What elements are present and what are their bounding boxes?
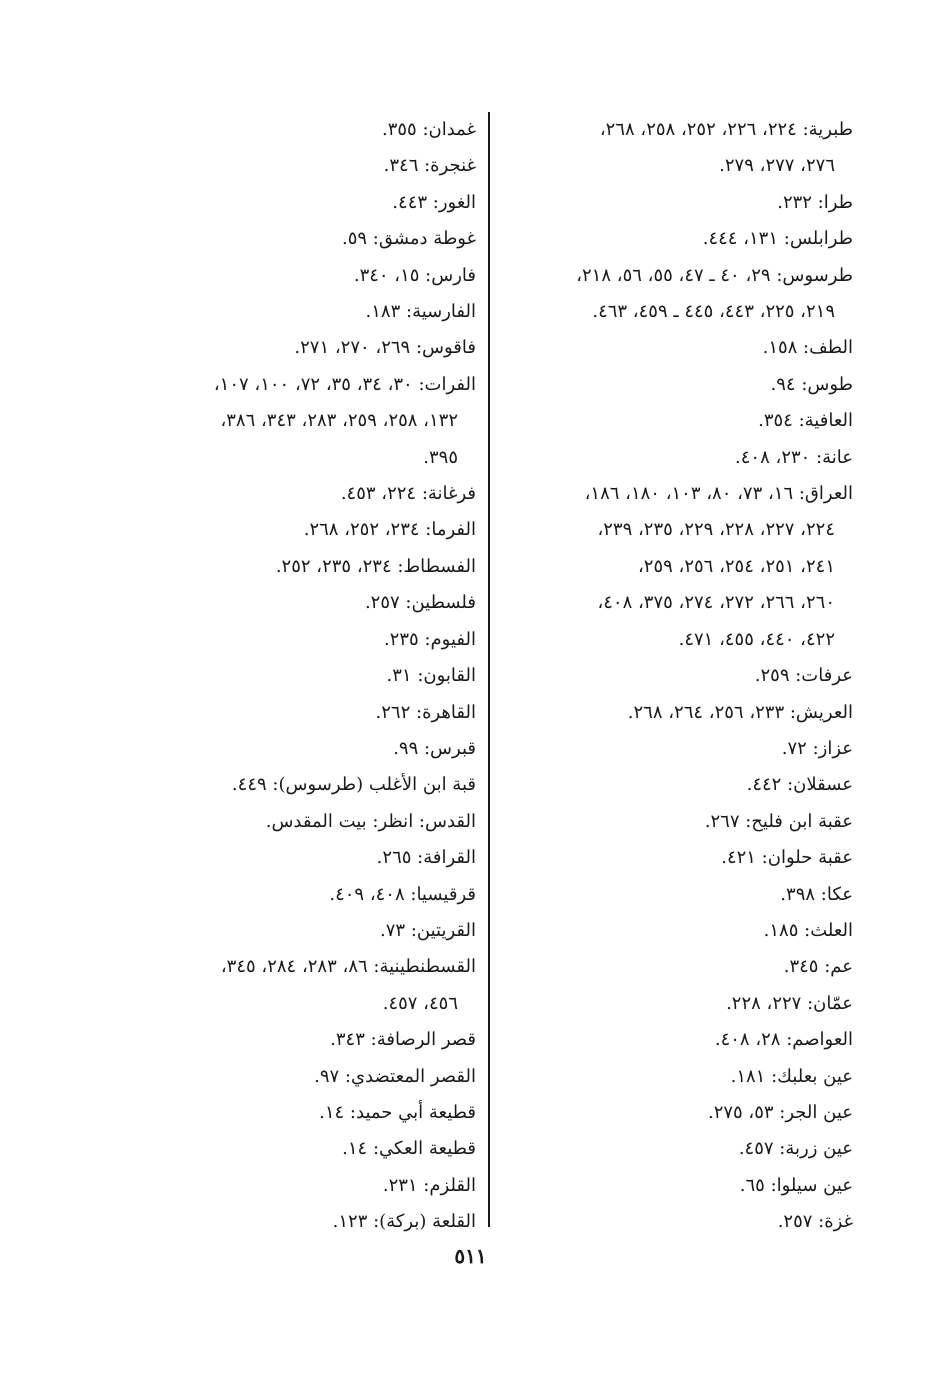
index-entry: طرسوس: ٢٩، ٤٠ ـ ٤٧، ٥٥، ٥٦، ٢١٨، <box>576 264 853 286</box>
index-entry: العريش: ٢٣٣، ٢٥٦، ٢٦٤، ٢٦٨. <box>627 701 853 723</box>
index-entry-continuation: ٢٤١، ٢٥١، ٢٥٤، ٢٥٦، ٢٥٩، <box>637 555 835 577</box>
index-column-left <box>106 112 476 1241</box>
index-entry-continuation: ٤٢٢، ٤٤٠، ٤٥٥، ٤٧١. <box>678 628 835 650</box>
index-entry: عقبة ابن فليح: ٢٦٧. <box>704 810 853 832</box>
index-entry: عرفات: ٢٥٩. <box>754 665 853 687</box>
index-entry: القدس: انظر: بيت المقدس. <box>265 810 476 832</box>
column-divider <box>488 112 490 1227</box>
index-entry: الفسطاط: ٢٣٤، ٢٣٥، ٢٥٢. <box>275 555 476 577</box>
index-entry: فلسطين: ٢٥٧. <box>364 592 476 614</box>
index-entry: فرغانة: ٢٢٤، ٤٥٣. <box>340 483 476 505</box>
index-entry: قبرس: ٩٩. <box>393 737 476 759</box>
index-entry: قطيعة أبي حميد: ١٤. <box>319 1101 476 1123</box>
index-entry: الطف: ١٥٨. <box>762 337 853 359</box>
index-entry: القاهرة: ٢٦٢. <box>375 701 476 723</box>
index-entry: غزة: ٢٥٧. <box>777 1211 853 1233</box>
index-entry-continuation: ٣٩٥. <box>423 446 458 468</box>
index-entry: قبة ابن الأغلب (طرسوس): ٤٤٩. <box>231 774 476 796</box>
index-entry: عين بعلبك: ١٨١. <box>730 1065 853 1087</box>
index-entry: عين زربة: ٤٥٧. <box>738 1138 853 1160</box>
index-entry: عكا: ٣٩٨. <box>780 883 853 905</box>
index-entry: القابون: ٣١. <box>386 665 476 687</box>
index-entry: عين سيلوا: ٦٥. <box>739 1174 853 1196</box>
index-entry: الفرما: ٢٣٤، ٢٥٢، ٢٦٨. <box>303 519 476 541</box>
index-entry: فارس: ١٥، ٣٤٠. <box>353 264 476 286</box>
index-entry-continuation: ٢٢٤، ٢٢٧، ٢٢٨، ٢٢٩، ٢٣٥، ٢٣٩، <box>597 519 835 541</box>
index-entry: الغور: ٤٤٣. <box>392 191 476 213</box>
index-entry: غنجرة: ٣٤٦. <box>383 155 476 177</box>
index-entry: الفيوم: ٢٣٥. <box>383 628 476 650</box>
index-column-right <box>493 112 853 1241</box>
index-entry: العلث: ١٨٥. <box>763 919 853 941</box>
index-entry: عسقلان: ٤٤٢. <box>746 774 853 796</box>
index-entry: القسطنطينية: ٨٦، ٢٨٣، ٢٨٤، ٣٤٥، <box>220 956 476 978</box>
index-entry: عانة: ٢٣٠، ٤٠٨. <box>735 446 853 468</box>
index-entry: القرافة: ٢٦٥. <box>376 847 476 869</box>
index-entry: طبرية: ٢٢٤، ٢٢٦، ٢٥٢، ٢٥٨، ٢٦٨، <box>599 119 853 140</box>
index-entry: طرا: ٢٣٢. <box>777 191 853 213</box>
index-entry: الفارسية: ١٨٣. <box>365 301 476 323</box>
index-entry: قصر الرصافة: ٣٤٣. <box>330 1029 476 1051</box>
index-entry-continuation: ١٣٢، ٢٥٨، ٢٥٩، ٢٨٣، ٣٤٣، ٣٨٦، <box>220 410 458 432</box>
index-entry: غوطة دمشق: ٥٩. <box>341 228 476 250</box>
index-entry: العراق: ١٦، ٧٣، ٨٠، ١٠٣، ١٨٠، ١٨٦، <box>584 483 853 505</box>
index-entry-continuation: ٤٥٦، ٤٥٧. <box>382 992 458 1014</box>
index-entry: القصر المعتضدي: ٩٧. <box>314 1065 476 1087</box>
index-entry: طرابلس: ١٣١، ٤٤٤. <box>702 228 853 250</box>
index-entry-continuation: ٢٦٠، ٢٦٦، ٢٧٢، ٢٧٤، ٣٧٥، ٤٠٨، <box>597 592 835 614</box>
index-entry: عمّان: ٢٢٧، ٢٢٨. <box>726 992 853 1014</box>
index-entry: الفرات: ٣٠، ٣٤، ٣٥، ٧٢، ١٠٠، ١٠٧، <box>213 373 476 395</box>
index-entry: فاقوس: ٢٦٩، ٢٧٠، ٢٧١. <box>294 337 476 359</box>
index-entry: عين الجر: ٥٣، ٢٧٥. <box>707 1101 853 1123</box>
index-entry: القريتين: ٧٣. <box>380 919 476 941</box>
index-entry: العواصم: ٢٨، ٤٠٨. <box>714 1029 853 1051</box>
index-entry-continuation: ٢١٩، ٢٢٥، ٤٤٣، ٤٤٥ ـ ٤٥٩، ٤٦٣. <box>592 301 835 323</box>
index-entry-continuation: ٢٧٦، ٢٧٧، ٢٧٩. <box>719 155 835 177</box>
index-entry: غمدان: ٣٥٥. <box>381 119 476 140</box>
page-number: ٥١١ <box>454 1244 487 1268</box>
index-entry: طوس: ٩٤. <box>770 373 853 395</box>
index-entry: قطيعة العكي: ١٤. <box>342 1138 476 1160</box>
index-entry: قرقيسيا: ٤٠٨، ٤٠٩. <box>329 883 476 905</box>
index-entry: العافية: ٣٥٤. <box>758 410 853 432</box>
index-entry: عقبة حلوان: ٤٢١. <box>721 847 853 869</box>
index-entry: القلزم: ٢٣١. <box>382 1174 476 1196</box>
index-entry: عم: ٣٤٥. <box>783 956 853 978</box>
index-entry: القلعة (بركة): ١٢٣. <box>332 1211 476 1233</box>
index-entry: عزاز: ٧٢. <box>781 737 853 759</box>
